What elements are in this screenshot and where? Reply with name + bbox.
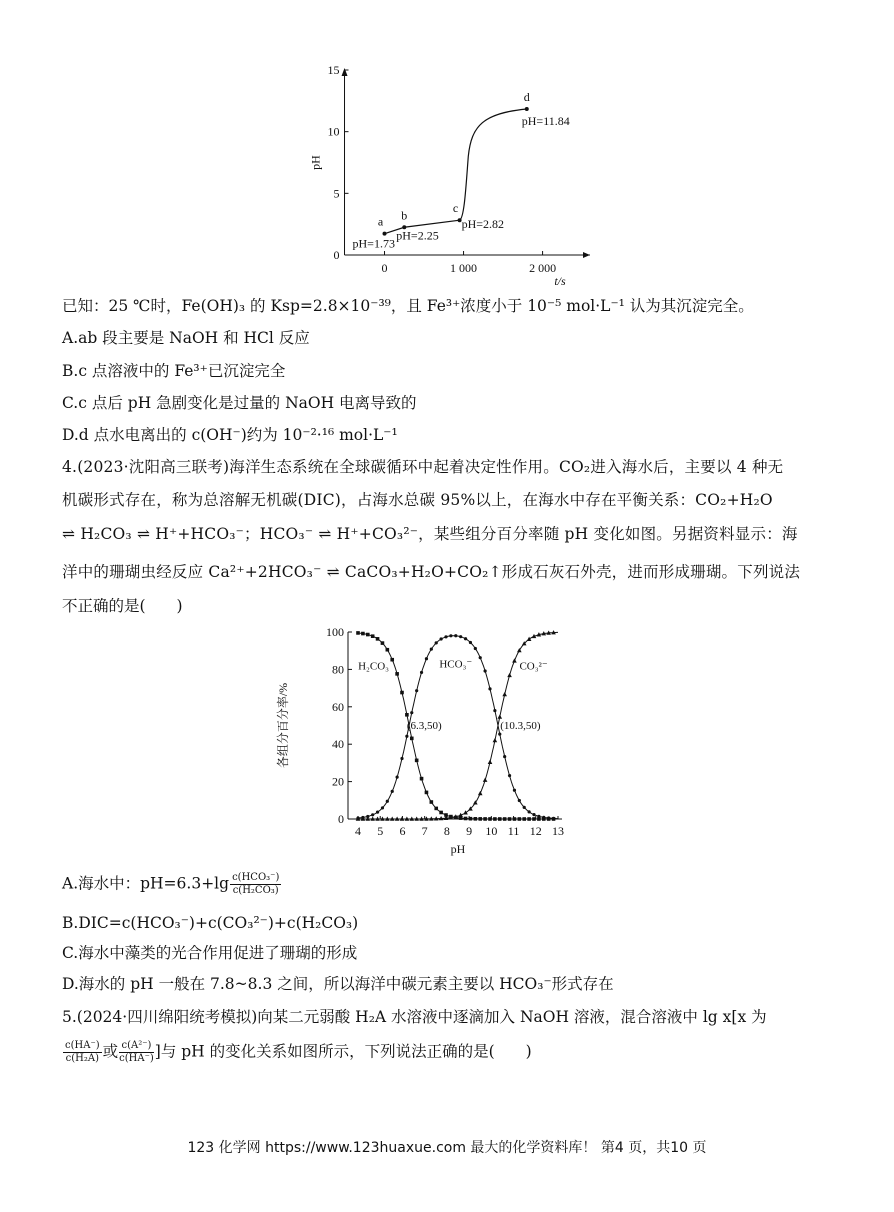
marker-hco3 — [537, 815, 540, 818]
marker-h2co3 — [474, 817, 478, 821]
y-axis-arrow — [342, 68, 348, 76]
y-tick-label: 40 — [332, 737, 344, 752]
point-label-d: d — [523, 89, 530, 104]
marker-h2co3 — [518, 817, 522, 821]
marker-h2co3 — [493, 817, 497, 821]
marker-co3 — [483, 778, 488, 782]
marker-h2co3 — [366, 633, 370, 637]
marker-h2co3 — [420, 777, 424, 781]
marker-co3 — [502, 692, 507, 696]
x-tick-label: 5 — [377, 824, 384, 838]
series-label-hco3: HCO₃⁻ — [439, 658, 473, 671]
x-tick-label: 2 000 — [529, 261, 557, 275]
marker-co3 — [463, 810, 468, 814]
marker-h2co3 — [400, 691, 404, 695]
marker-h2co3 — [503, 817, 507, 821]
marker-h2co3 — [405, 713, 409, 717]
q4-option-b: B.DIC=c(HCO₃⁻)+c(CO₃²⁻)+c(H₂CO₃) — [62, 914, 359, 932]
q4-option-d: D.海水的 pH 一般在 7.8~8.3 之间，所以海洋中碳元素主要以 HCO₃⁻形式存在 — [62, 975, 614, 993]
marker-h2co3 — [415, 759, 419, 763]
x-tick-label: 7 — [421, 824, 428, 838]
marker-hco3 — [523, 806, 526, 809]
x-axis-label: t/s — [554, 274, 566, 288]
q4-stem-line2: 机碳形式存在，称为总溶解无机碳(DIC)，占海水总碳 95%以上，在海水中存在平衡关系：CO₂+H₂O — [62, 491, 773, 509]
distribution-chart — [265, 620, 585, 860]
q5-f2-denominator: c(HA⁻) — [119, 1053, 154, 1064]
point-label-c: c — [452, 201, 459, 216]
point-d — [525, 107, 529, 111]
q5-tail: ]与 pH 的变化关系如图所示，下列说法正确的是( ) — [154, 1042, 532, 1061]
x-tick-label: 1 000 — [450, 261, 478, 275]
marker-hco3 — [528, 810, 531, 813]
marker-hco3 — [376, 811, 379, 814]
q3-option-c: C.c 点后 pH 急剧变化是过量的 NaOH 电离导致的 — [62, 394, 417, 412]
annotation-pka1: (6.3,50) — [406, 720, 442, 733]
marker-hco3 — [469, 641, 472, 644]
marker-h2co3 — [390, 658, 394, 662]
marker-hco3 — [508, 774, 511, 777]
y-tick-label: 10 — [327, 124, 340, 139]
q3-option-b: B.c 点溶液中的 Fe³⁺已沉淀完全 — [62, 362, 286, 380]
q5-stem-line2 — [62, 1040, 532, 1065]
x-tick-label: 13 — [552, 824, 564, 838]
marker-h2co3 — [425, 791, 429, 795]
marker-hco3 — [464, 637, 467, 640]
marker-h2co3 — [371, 634, 375, 638]
x-axis-label: pH — [450, 842, 466, 856]
marker-h2co3 — [513, 817, 517, 821]
marker-hco3 — [479, 656, 482, 659]
marker-hco3 — [391, 790, 394, 793]
known-condition: 已知：25 ℃时，Fe(OH)₃ 的 Ksp=2.8×10⁻³⁹，且 Fe³⁺浓度小于 10⁻⁵ mol·L⁻¹ 认为其沉淀完全。 — [62, 297, 754, 315]
marker-hco3 — [410, 711, 413, 714]
marker-hco3 — [488, 687, 491, 690]
marker-hco3 — [444, 635, 447, 638]
q5-f1-numerator: c(HA⁻) — [65, 1040, 100, 1051]
q3-option-d: D.d 点水电离出的 c(OH⁻)约为 10⁻²·¹⁶ mol·L⁻¹ — [62, 426, 398, 444]
marker-hco3 — [513, 789, 516, 792]
q5-f2-numerator: c(A²⁻) — [119, 1040, 154, 1053]
y-tick-label: 0 — [338, 812, 344, 826]
marker-h2co3 — [381, 641, 385, 645]
x-tick-label: 10 — [485, 824, 498, 838]
marker-hco3 — [435, 641, 438, 644]
marker-hco3 — [498, 732, 501, 735]
q4-stem-line5: 不正确的是( ) — [62, 597, 183, 615]
marker-hco3 — [386, 800, 389, 803]
point-value-b: pH=2.25 — [396, 228, 439, 243]
marker-hco3 — [454, 634, 457, 637]
marker-hco3 — [440, 637, 443, 640]
marker-h2co3 — [395, 672, 399, 676]
q4a-prefix: A.海水中：pH=6.3+lg — [62, 874, 230, 893]
marker-hco3 — [542, 816, 545, 819]
marker-h2co3 — [508, 817, 512, 821]
marker-hco3 — [518, 799, 521, 802]
marker-h2co3 — [356, 631, 360, 635]
marker-hco3 — [415, 689, 418, 692]
marker-hco3 — [532, 813, 535, 816]
q3-option-a: A.ab 段主要是 NaOH 和 HCl 反应 — [62, 329, 310, 347]
q5-stem-line1: 5.(2024·四川绵阳统考模拟)向某二元弱酸 H₂A 水溶液中逐滴加入 NaOH 溶液，混合溶液中 lg x[x 为 — [62, 1008, 767, 1026]
marker-co3 — [512, 658, 517, 662]
marker-hco3 — [503, 755, 506, 758]
marker-h2co3 — [483, 817, 487, 821]
q5-f1-denominator: c(H₂A) — [65, 1053, 99, 1064]
marker-hco3 — [420, 671, 423, 674]
x-tick-label: 9 — [466, 824, 473, 838]
marker-h2co3 — [439, 811, 443, 815]
marker-co3 — [497, 714, 502, 718]
x-tick-label: 6 — [399, 824, 406, 838]
marker-h2co3 — [464, 817, 468, 821]
y-axis-label: pH — [308, 155, 323, 170]
x-tick-label: 8 — [443, 824, 450, 838]
point-a — [383, 232, 387, 236]
y-tick-label: 15 — [327, 63, 340, 77]
q4-stem-line1: 4.(2023·沈阳高三联考)海洋生态系统在全球碳循环中起着决定性作用。CO₂进入海水后，主要以 4 种无 — [62, 458, 784, 476]
q4-stem-line3: ⇌ H₂CO₃ ⇌ H⁺+HCO₃⁻；HCO₃⁻ ⇌ H⁺+CO₃²⁻，某些组分百分率随 pH 变化如图。另据资料显示：海 — [62, 525, 798, 543]
series-label-h2co3: H₂CO₃ — [358, 660, 390, 673]
marker-hco3 — [484, 669, 487, 672]
series-label-co3: CO₃²⁻ — [519, 660, 548, 673]
q4a-numerator: c(HCO₃⁻) — [232, 872, 280, 883]
marker-h2co3 — [361, 632, 365, 636]
annotation-pka2: (10.3,50) — [500, 720, 541, 733]
marker-h2co3 — [434, 807, 438, 811]
y-axis-label: 各组分百分率/% — [276, 682, 290, 769]
marker-hco3 — [493, 709, 496, 712]
marker-co3 — [507, 673, 512, 677]
point-label-a: a — [377, 214, 384, 229]
y-tick-label: 0 — [333, 248, 340, 262]
page-footer: 123 化学网 https://www.123huaxue.com 最大的化学资料库！ 第4 页，共10 页 — [187, 1140, 707, 1156]
q4-option-a — [62, 872, 282, 897]
marker-h2co3 — [386, 648, 390, 652]
q5-fraction-2 — [119, 1040, 154, 1065]
marker-h2co3 — [430, 800, 434, 804]
marker-hco3 — [449, 634, 452, 637]
ph-time-chart — [300, 60, 600, 290]
y-tick-label: 60 — [332, 699, 344, 714]
q4-option-c: C.海水中藻类的光合作用促进了珊瑚的形成 — [62, 944, 358, 962]
x-tick-label: 0 — [381, 261, 388, 275]
q4a-denominator: c(H₂CO₃) — [232, 885, 279, 896]
marker-h2co3 — [469, 817, 473, 821]
point-value-d: pH=11.84 — [521, 113, 570, 128]
x-tick-label: 4 — [355, 824, 361, 838]
marker-hco3 — [547, 816, 550, 819]
marker-hco3 — [405, 735, 408, 738]
marker-co3 — [478, 791, 483, 795]
marker-co3 — [488, 760, 493, 764]
x-tick-label: 12 — [529, 824, 542, 838]
marker-hco3 — [396, 776, 399, 779]
marker-hco3 — [459, 635, 462, 638]
marker-hco3 — [430, 648, 433, 651]
point-value-a: pH=1.73 — [352, 236, 395, 251]
marker-h2co3 — [478, 817, 482, 821]
marker-h2co3 — [488, 817, 492, 821]
q4a-fraction — [230, 872, 281, 897]
marker-h2co3 — [527, 817, 531, 821]
marker-h2co3 — [498, 817, 502, 821]
y-tick-label: 80 — [332, 662, 344, 677]
marker-h2co3 — [522, 817, 526, 821]
marker-co3 — [527, 637, 532, 641]
marker-hco3 — [371, 813, 374, 816]
marker-h2co3 — [410, 737, 414, 741]
y-tick-label: 100 — [326, 625, 344, 639]
q5-fraction-1 — [63, 1040, 102, 1065]
q5-or: 或 — [102, 1042, 119, 1061]
q4-stem-line4: 洋中的珊瑚虫经反应 Ca²⁺+2HCO₃⁻ ⇌ CaCO₃+H₂O+CO₂↑形成石灰石外壳，进而形成珊瑚。下列说法 — [62, 563, 801, 581]
marker-hco3 — [552, 817, 555, 820]
point-label-b: b — [401, 208, 408, 223]
marker-hco3 — [425, 657, 428, 660]
y-tick-label: 20 — [332, 774, 344, 789]
marker-h2co3 — [376, 637, 380, 641]
marker-hco3 — [381, 806, 384, 809]
x-axis-arrow — [583, 252, 590, 258]
x-tick-label: 11 — [507, 824, 520, 838]
y-tick-label: 5 — [333, 186, 340, 201]
marker-co3 — [493, 738, 498, 742]
marker-hco3 — [400, 757, 403, 760]
marker-h2co3 — [532, 817, 536, 821]
point-value-c: pH=2.82 — [461, 217, 505, 232]
marker-hco3 — [474, 647, 477, 650]
